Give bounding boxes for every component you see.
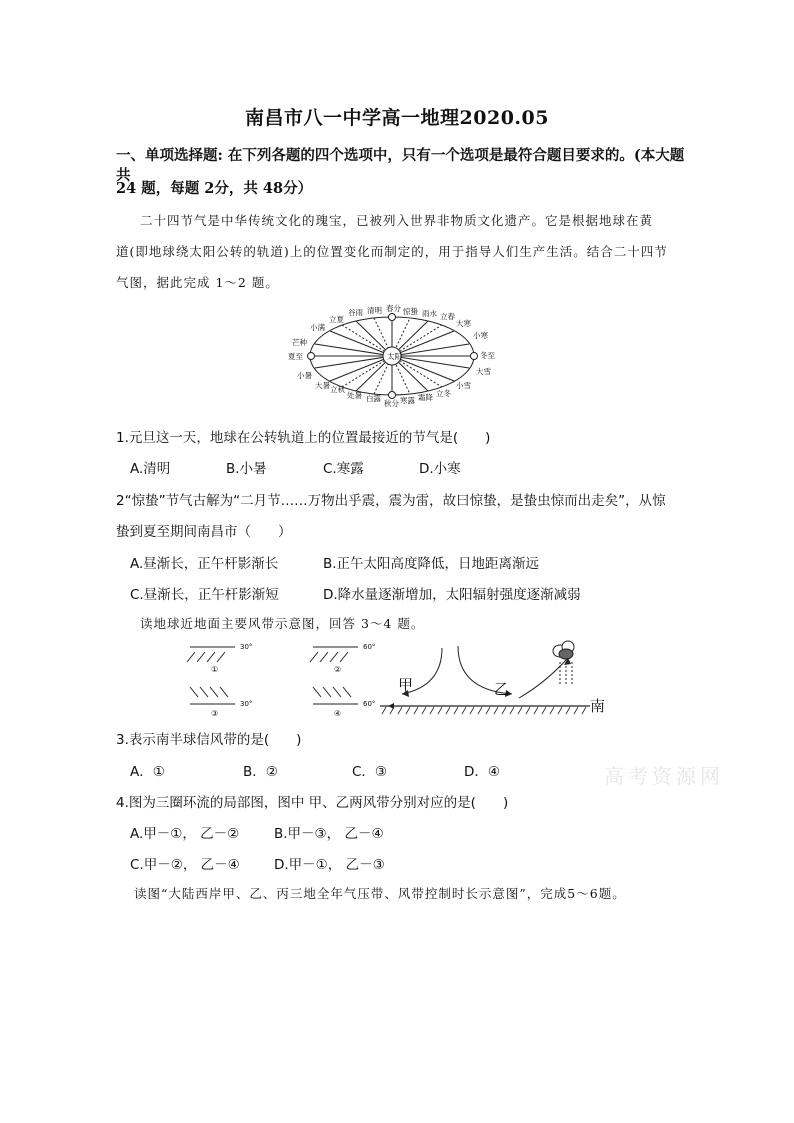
svg-text:③: ③ [211, 709, 219, 718]
svg-text:霜降: 霜降 [418, 393, 433, 402]
svg-text:大雪: 大雪 [476, 367, 491, 376]
svg-text:清明: 清明 [367, 306, 382, 315]
svg-text:立春: 立春 [440, 312, 455, 321]
svg-text:夏至: 夏至 [288, 352, 303, 361]
intro-pressure-belts: 读图“大陆西岸甲、乙、丙三地全年气压带、风带控制时长示意图”，完成5～6题。 [134, 886, 626, 901]
question-2-stem: 2“惊蛰”节气古解为“二月节……万物出乎震，震为雷，故曰惊蛰，是蛰虫惊而出走矣”，从惊 [116, 493, 666, 509]
svg-text:30°: 30° [240, 700, 253, 708]
svg-text:处暑: 处暑 [347, 391, 362, 400]
svg-text:小雪: 小雪 [456, 381, 471, 390]
svg-text:立夏: 立夏 [329, 315, 344, 324]
q2-option-b: B.正午太阳高度降低，日地距离渐远 [323, 556, 540, 572]
svg-text:秋分: 秋分 [384, 399, 399, 408]
label-yi: 乙 [494, 680, 510, 698]
sun-label: 太阳 [387, 352, 402, 361]
q3-option-a: A．① [130, 764, 165, 780]
question-4-stem: 4.图为三圈环流的局部图，图中 甲、乙两风带分别对应的是( ) [116, 795, 509, 811]
svg-text:小暑: 小暑 [297, 371, 312, 380]
q4-option-d: D.甲－①， 乙－③ [274, 857, 385, 873]
intro-paragraph-line: 气图，据此完成 1～2 题。 [116, 275, 279, 290]
svg-text:①: ① [211, 665, 219, 674]
svg-text:大寒: 大寒 [456, 319, 471, 328]
question-3-stem: 3.表示南半球信风带的是( ) [116, 732, 302, 748]
svg-text:小满: 小满 [310, 323, 325, 332]
q4-option-c: C.甲－②， 乙－④ [130, 857, 240, 873]
q2-option-d: D.降水量逐渐增加，太阳辐射强度逐渐减弱 [323, 587, 581, 603]
intro-paragraph-line: 道(即地球绕太阳公转的轨道)上的位置变化而制定的，用于指导人们生产生活。结合二十四节 [116, 244, 668, 259]
label-jia: 甲 [398, 676, 414, 694]
q3-option-c: C．③ [352, 764, 388, 780]
q1-option-b: B.小暑 [226, 461, 267, 477]
intro-wind-belts: 读地球近地面主要风带示意图，回答 3～4 题。 [140, 616, 425, 631]
section-heading-cont: 24 题，每题 2分，共 48分） [116, 180, 313, 197]
q2-option-c: C.昼渐长，正午杆影渐短 [130, 587, 279, 603]
q2-option-a: A.昼渐长，正午杆影渐长 [130, 556, 279, 572]
svg-text:30°: 30° [240, 643, 253, 651]
svg-text:芒种: 芒种 [292, 338, 307, 347]
svg-text:惊蛰: 惊蛰 [403, 307, 418, 316]
question-1-stem: 1.元旦这一天，地球在公转轨道上的位置最接近的节气是( ) [116, 430, 491, 446]
svg-text:谷雨: 谷雨 [348, 308, 363, 317]
q4-option-a: A.甲－①， 乙－② [130, 826, 240, 842]
q3-option-b: B．② [243, 764, 278, 780]
svg-text:春分: 春分 [386, 304, 401, 313]
svg-text:立冬: 立冬 [436, 389, 451, 398]
svg-text:60°: 60° [363, 643, 376, 651]
svg-text:大暑: 大暑 [315, 381, 330, 390]
svg-text:雨水: 雨水 [422, 309, 437, 318]
svg-text:立秋: 立秋 [330, 385, 345, 394]
label-south: 南 [590, 697, 606, 715]
svg-text:②: ② [334, 665, 342, 674]
question-2-stem-cont: 蛰到夏至期间南昌市（ ） [116, 524, 292, 540]
section-heading: 一、单项选择题: 在下列各题的四个选项中，只有一个选项是最符合题目要求的。(本大题共 [116, 147, 685, 184]
svg-text:④: ④ [334, 709, 342, 718]
q3-option-d: D．④ [464, 764, 500, 780]
wind-belts-figure [180, 638, 610, 720]
svg-text:60°: 60° [363, 700, 376, 708]
q1-option-d: D.小寒 [419, 461, 461, 477]
q1-option-a: A.清明 [130, 461, 171, 477]
svg-text:小寒: 小寒 [473, 331, 488, 340]
q1-option-c: C.寒露 [323, 461, 364, 477]
q4-option-b: B.甲－③， 乙－④ [274, 826, 384, 842]
svg-text:寒露: 寒露 [400, 396, 415, 405]
svg-text:白露: 白露 [366, 394, 381, 403]
solar-terms-orbit-figure [286, 300, 512, 408]
watermark: 高考资源网 [604, 764, 724, 788]
svg-text:冬至: 冬至 [480, 351, 495, 360]
intro-paragraph-line: 二十四节气是中华传统文化的瑰宝，已被列入世界非物质文化遗产。它是根据地球在黄 [140, 213, 654, 228]
page-title: 南昌市八一中学高一地理2020.05 [245, 107, 549, 129]
